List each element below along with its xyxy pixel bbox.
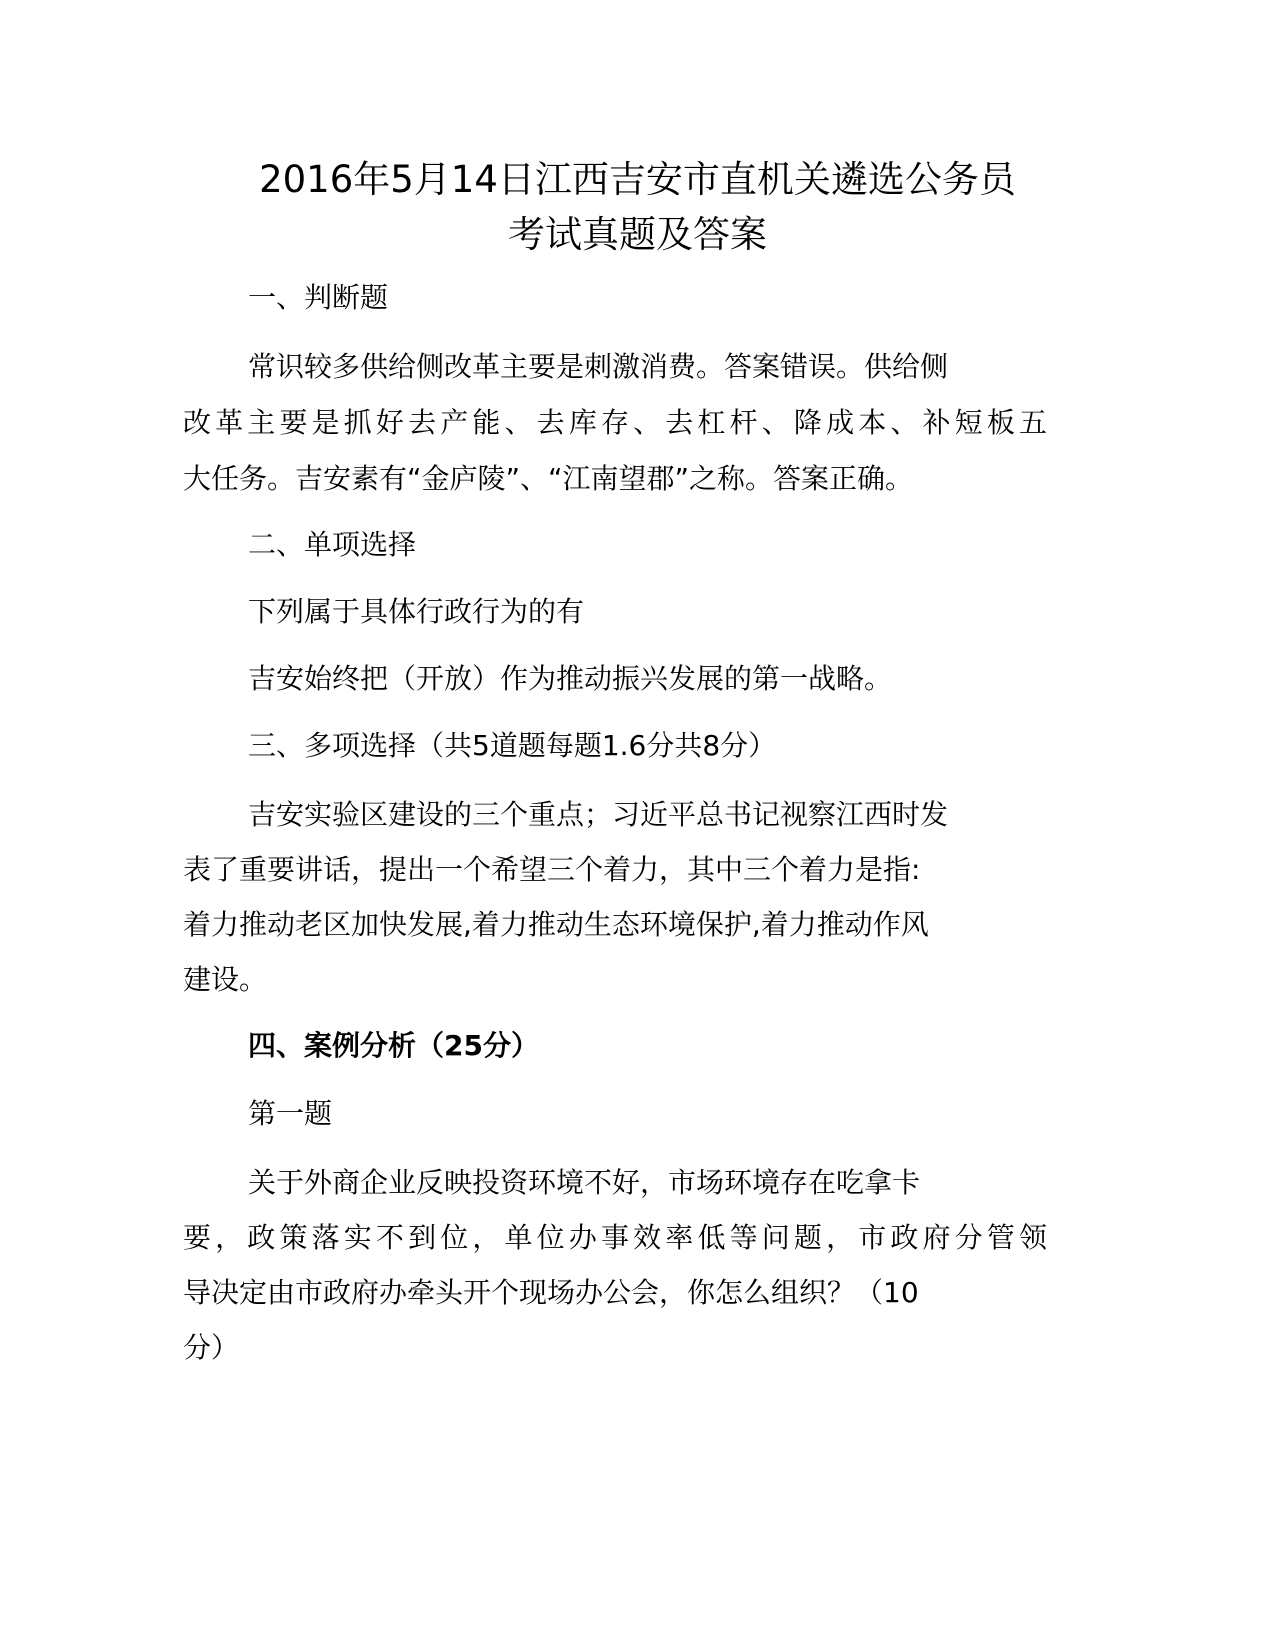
paragraph-line: 分） xyxy=(183,1331,240,1364)
question-label: 第一题 xyxy=(248,1097,333,1130)
paragraph-line: 大任务。吉安素有“金庐陵”、“江南望郡”之称。答案正确。 xyxy=(183,462,914,495)
paragraph-line: 导决定由市政府办牵头开个现场办公会，你怎么组织？（10 xyxy=(183,1276,919,1309)
paragraph-line: 着力推动老区加快发展,着力推动生态环境保护,着力推动作风 xyxy=(183,908,929,941)
section-heading-single-choice: 二、单项选择 xyxy=(248,528,417,561)
question-line: 吉安始终把（开放）作为推动振兴发展的第一战略。 xyxy=(248,662,893,695)
paragraph-line: 表了重要讲话，提出一个希望三个着力，其中三个着力是指: xyxy=(183,853,921,886)
paragraph-line: 吉安实验区建设的三个重点；习近平总书记视察江西时发 xyxy=(248,798,949,831)
section-heading-judgment: 一、判断题 xyxy=(248,281,389,314)
section-heading-multiple-choice: 三、多项选择（共5道题每题1.6分共8分） xyxy=(248,729,777,762)
question-line: 下列属于具体行政行为的有 xyxy=(248,595,585,628)
paragraph-line: 建设。 xyxy=(183,963,268,996)
paragraph-line: 要，政策落实不到位，单位办事效率低等问题，市政府分管领 xyxy=(183,1221,1047,1254)
paragraph-line: 改革主要是抓好去产能、去库存、去杠杆、降成本、补短板五 xyxy=(183,406,1047,439)
paragraph-line: 常识较多供给侧改革主要是刺激消费。答案错误。供给侧 xyxy=(248,350,949,383)
document-title-line-1: 2016年5月14日江西吉安市直机关遴选公务员 xyxy=(259,158,1016,201)
section-heading-case-analysis: 四、案例分析（25分） xyxy=(248,1029,539,1062)
paragraph-line: 关于外商企业反映投资环境不好，市场环境存在吃拿卡 xyxy=(248,1166,921,1199)
document-title-line-2: 考试真题及答案 xyxy=(508,213,767,256)
